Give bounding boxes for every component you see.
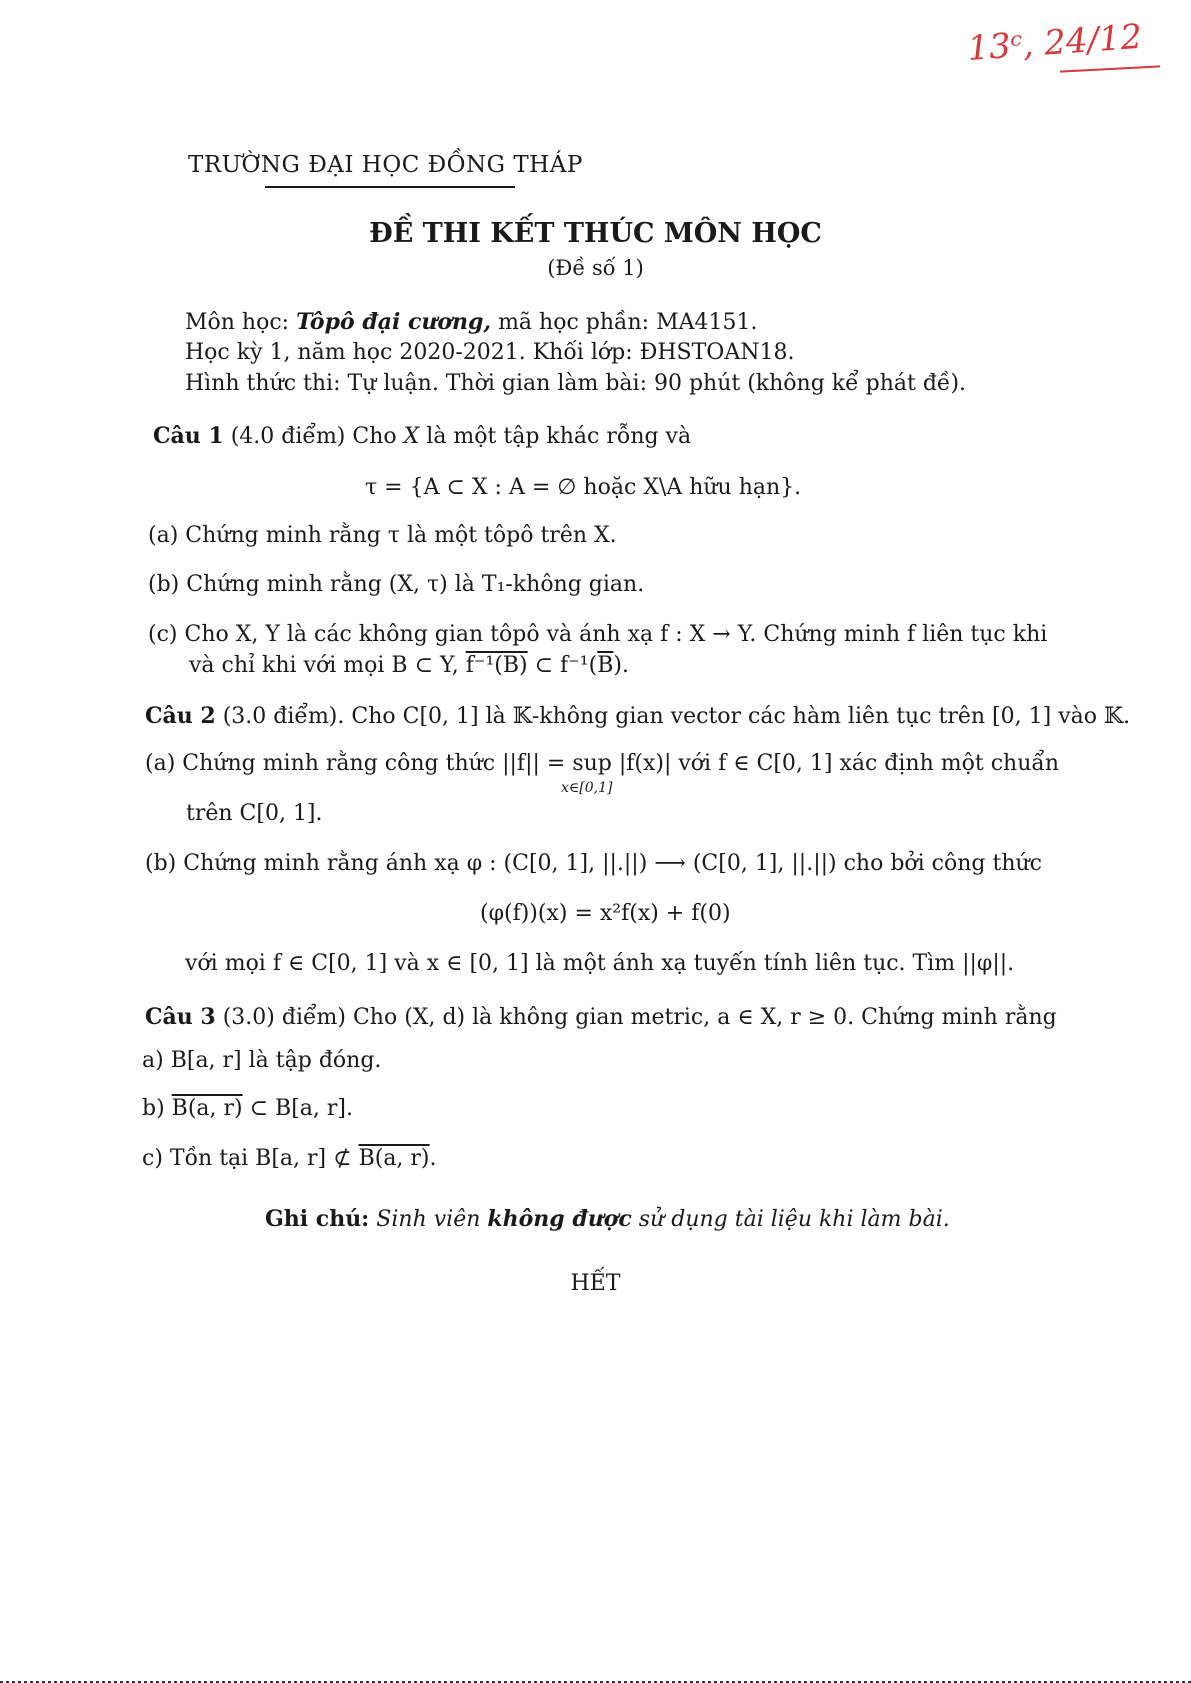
q3-part-b: b) B(a, r) ⊂ B[a, r]. bbox=[142, 1096, 353, 1121]
q2-part-b-line1: (b) Chứng minh rằng ánh xạ φ : (C[0, 1], ||.||) ⟶ (C[0, 1], ||.||) cho bởi công thức bbox=[145, 851, 1042, 876]
q1-formula: τ = {A ⊂ X : A = ∅ hoặc X\A hữu hạn}. bbox=[365, 475, 802, 500]
q3-label: Câu 3 bbox=[145, 1004, 216, 1030]
q1-part-c-line2: và chỉ khi với mọi B ⊂ Y, f⁻¹(B) ⊂ $f^{-1}(\overline{B})$. bbox=[189, 653, 629, 678]
q3-part-a: a) B[a, r] là tập đóng. bbox=[142, 1048, 382, 1073]
q1-part-a: (a) Chứng minh rằng τ là một tôpô trên X. bbox=[148, 523, 617, 548]
q2-part-a-line2: trên C[0, 1]. bbox=[186, 801, 323, 826]
q1-intro-tail: là một tập khác rỗng và bbox=[419, 424, 692, 449]
q1-intro: Câu 1 (4.0 điểm) Cho X là một tập khác rỗng và bbox=[153, 423, 692, 449]
q1-label: Câu 1 bbox=[153, 423, 224, 449]
semester-line: Học kỳ 1, năm học 2020-2021. Khối lớp: ĐHSTOAN18. bbox=[185, 340, 795, 365]
course-name: Tôpô đại cương, bbox=[296, 309, 492, 335]
q1-points: (4.0 điểm) Cho bbox=[223, 424, 404, 449]
q1-part-c-line1: (c) Cho X, Y là các không gian tôpô và ánh xạ f : X → Y. Chứng minh f liên tục khi bbox=[148, 622, 1048, 647]
course-label: Môn học: bbox=[185, 310, 297, 335]
handwritten-note: 13ᶜ, 24/12 bbox=[966, 16, 1144, 69]
note-label: Ghi chú: bbox=[265, 1206, 370, 1232]
q1-part-b: (b) Chứng minh rằng (X, τ) là T₁-không gian. bbox=[148, 572, 645, 597]
school-name: TRƯỜNG ĐẠI HỌC ĐỒNG THÁP bbox=[188, 152, 583, 178]
end-mark: HẾT bbox=[570, 1271, 621, 1296]
school-underline bbox=[265, 186, 515, 188]
q2-label: Câu 2 bbox=[145, 703, 216, 729]
q2-part-b-line2: với mọi f ∈ C[0, 1] và x ∈ [0, 1] là một ánh xạ tuyến tính liên tục. Tìm ||φ||. bbox=[185, 951, 1015, 976]
exam-title: ĐỀ THI KẾT THÚC MÔN HỌC bbox=[369, 218, 822, 249]
q2-part-a-line1: (a) Chứng minh rằng công thức ||f|| = sup |f(x)| với f ∈ C[0, 1] xác định một chuẩn bbox=[145, 751, 1060, 776]
q2-intro: Câu 2 (3.0 điểm). Cho C[0, 1] là 𝕂-không gian vector các hàm liên tục trên [0, 1] vào 𝕂. bbox=[145, 703, 1131, 729]
course-code: mã học phần: MA4151. bbox=[491, 310, 758, 335]
q2-sup-subscript: x∈[0,1] bbox=[561, 780, 613, 796]
q3-part-c: c) Tồn tại B[a, r] ⊄ B(a, r). bbox=[142, 1146, 437, 1171]
exam-number: (Đề số 1) bbox=[547, 256, 644, 280]
course-line bbox=[185, 308, 757, 337]
q3-intro: Câu 3 (3.0) điểm) Cho (X, d) là không gian metric, a ∈ X, r ≥ 0. Chứng minh rằng bbox=[145, 1004, 1057, 1030]
note: Ghi chú: Sinh viên không được sử dụng tài liệu khi làm bài. bbox=[265, 1206, 950, 1232]
q2-formula: (φ(f))(x) = x²f(x) + f(0) bbox=[480, 901, 731, 926]
format-line: Hình thức thi: Tự luận. Thời gian làm bài: 90 phút (không kể phát đề). bbox=[185, 371, 967, 396]
